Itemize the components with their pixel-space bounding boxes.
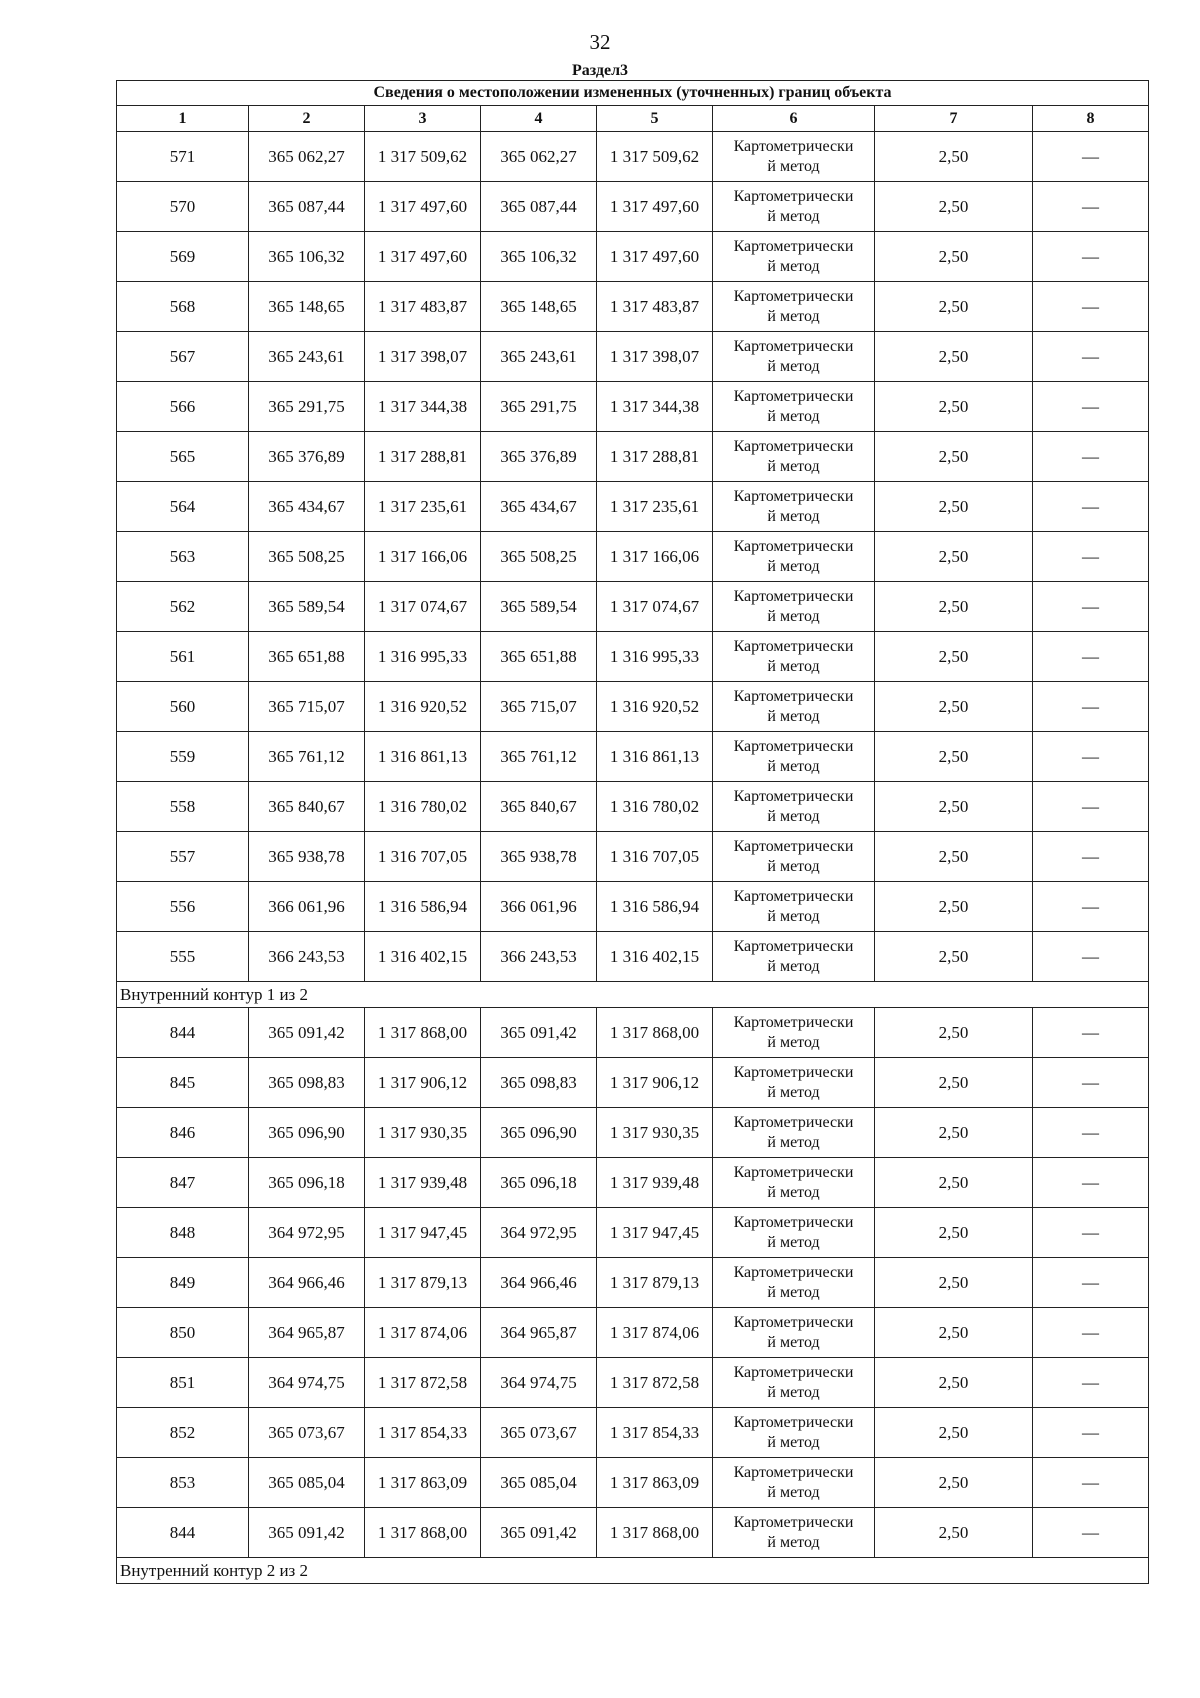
y-old-cell: 1 317 497,60 — [365, 182, 481, 232]
x-old-cell: 365 508,25 — [249, 532, 365, 582]
accuracy-cell: 2,50 — [875, 382, 1033, 432]
method-cell: Картометрически й метод — [713, 532, 875, 582]
x-new-cell: 365 098,83 — [481, 1058, 597, 1108]
x-new-cell: 365 085,04 — [481, 1458, 597, 1508]
x-new-cell: 365 434,67 — [481, 482, 597, 532]
accuracy-cell: 2,50 — [875, 1008, 1033, 1058]
x-new-cell: 365 589,54 — [481, 582, 597, 632]
table-row — [117, 682, 1149, 732]
point-number-cell: 845 — [117, 1058, 249, 1108]
accuracy-cell: 2,50 — [875, 1358, 1033, 1408]
description-cell: — — [1033, 582, 1149, 632]
accuracy-cell: 2,50 — [875, 632, 1033, 682]
x-new-cell: 365 243,61 — [481, 332, 597, 382]
point-number-cell: 569 — [117, 232, 249, 282]
x-new-cell: 365 376,89 — [481, 432, 597, 482]
boundary-coordinates-table — [116, 80, 1149, 1584]
accuracy-cell: 2,50 — [875, 182, 1033, 232]
x-old-cell: 365 376,89 — [249, 432, 365, 482]
description-cell: — — [1033, 332, 1149, 382]
table-row — [117, 932, 1149, 982]
accuracy-cell: 2,50 — [875, 532, 1033, 582]
description-cell: — — [1033, 382, 1149, 432]
method-cell: Картометрически й метод — [713, 1008, 875, 1058]
table-row — [117, 1508, 1149, 1558]
y-new-cell: 1 317 906,12 — [597, 1058, 713, 1108]
y-old-cell: 1 317 483,87 — [365, 282, 481, 332]
method-cell: Картометрически й метод — [713, 1358, 875, 1408]
method-cell: Картометрически й метод — [713, 1258, 875, 1308]
description-cell: — — [1033, 1058, 1149, 1108]
description-cell: — — [1033, 182, 1149, 232]
table-row — [117, 882, 1149, 932]
method-cell: Картометрически й метод — [713, 432, 875, 482]
method-cell: Картометрически й метод — [713, 1508, 875, 1558]
table-row — [117, 1258, 1149, 1308]
table-row — [117, 1308, 1149, 1358]
x-new-cell: 365 073,67 — [481, 1408, 597, 1458]
x-old-cell: 365 062,27 — [249, 132, 365, 182]
table-row — [117, 182, 1149, 232]
method-cell: Картометрически й метод — [713, 1158, 875, 1208]
y-old-cell: 1 317 509,62 — [365, 132, 481, 182]
table-row — [117, 282, 1149, 332]
table-row — [117, 632, 1149, 682]
accuracy-cell: 2,50 — [875, 232, 1033, 282]
method-cell: Картометрически й метод — [713, 1058, 875, 1108]
method-cell: Картометрически й метод — [713, 682, 875, 732]
contour-label-row — [117, 1558, 1149, 1584]
x-old-cell: 365 096,90 — [249, 1108, 365, 1158]
x-new-cell: 365 291,75 — [481, 382, 597, 432]
y-old-cell: 1 317 906,12 — [365, 1058, 481, 1108]
point-number-cell: 564 — [117, 482, 249, 532]
accuracy-cell: 2,50 — [875, 1508, 1033, 1558]
x-new-cell: 365 651,88 — [481, 632, 597, 682]
table-row — [117, 382, 1149, 432]
section-title: Раздел3 — [571, 62, 629, 79]
y-new-cell: 1 316 707,05 — [597, 832, 713, 882]
y-old-cell: 1 317 939,48 — [365, 1158, 481, 1208]
y-old-cell: 1 317 166,06 — [365, 532, 481, 582]
y-old-cell: 1 317 398,07 — [365, 332, 481, 382]
x-old-cell: 365 087,44 — [249, 182, 365, 232]
y-new-cell: 1 316 861,13 — [597, 732, 713, 782]
x-old-cell: 365 291,75 — [249, 382, 365, 432]
x-old-cell: 365 651,88 — [249, 632, 365, 682]
table-row — [117, 582, 1149, 632]
table-row — [117, 732, 1149, 782]
y-new-cell: 1 317 497,60 — [597, 182, 713, 232]
x-old-cell: 365 840,67 — [249, 782, 365, 832]
method-cell: Картометрически й метод — [713, 1108, 875, 1158]
x-old-cell: 365 148,65 — [249, 282, 365, 332]
x-old-cell: 365 715,07 — [249, 682, 365, 732]
accuracy-cell: 2,50 — [875, 782, 1033, 832]
point-number-cell: 848 — [117, 1208, 249, 1258]
table-row — [117, 832, 1149, 882]
x-old-cell: 365 098,83 — [249, 1058, 365, 1108]
point-number-cell: 555 — [117, 932, 249, 982]
x-new-cell: 365 715,07 — [481, 682, 597, 732]
description-cell: — — [1033, 832, 1149, 882]
point-number-cell: 851 — [117, 1358, 249, 1408]
y-old-cell: 1 317 874,06 — [365, 1308, 481, 1358]
x-new-cell: 365 106,32 — [481, 232, 597, 282]
point-number-cell: 849 — [117, 1258, 249, 1308]
y-new-cell: 1 316 995,33 — [597, 632, 713, 682]
y-old-cell: 1 317 930,35 — [365, 1108, 481, 1158]
x-old-cell: 365 589,54 — [249, 582, 365, 632]
table-row — [117, 132, 1149, 182]
x-old-cell: 365 243,61 — [249, 332, 365, 382]
y-new-cell: 1 317 483,87 — [597, 282, 713, 332]
y-old-cell: 1 316 402,15 — [365, 932, 481, 982]
x-new-cell: 366 243,53 — [481, 932, 597, 982]
accuracy-cell: 2,50 — [875, 332, 1033, 382]
accuracy-cell: 2,50 — [875, 1058, 1033, 1108]
y-new-cell: 1 317 497,60 — [597, 232, 713, 282]
table-row — [117, 532, 1149, 582]
description-cell: — — [1033, 282, 1149, 332]
x-new-cell: 365 938,78 — [481, 832, 597, 882]
accuracy-cell: 2,50 — [875, 1408, 1033, 1458]
table-row — [117, 1058, 1149, 1108]
point-number-cell: 556 — [117, 882, 249, 932]
description-cell: — — [1033, 782, 1149, 832]
x-new-cell: 365 096,90 — [481, 1108, 597, 1158]
table-row — [117, 1408, 1149, 1458]
method-cell: Картометрически й метод — [713, 132, 875, 182]
table-caption: Сведения о местоположении измененных (уточненных) границ объекта — [117, 81, 1149, 106]
point-number-cell: 850 — [117, 1308, 249, 1358]
y-old-cell: 1 316 861,13 — [365, 732, 481, 782]
y-old-cell: 1 317 879,13 — [365, 1258, 481, 1308]
x-old-cell: 365 073,67 — [249, 1408, 365, 1458]
description-cell: — — [1033, 1158, 1149, 1208]
x-old-cell: 365 761,12 — [249, 732, 365, 782]
x-new-cell: 365 091,42 — [481, 1508, 597, 1558]
x-old-cell: 364 972,95 — [249, 1208, 365, 1258]
description-cell: — — [1033, 1008, 1149, 1058]
x-old-cell: 364 966,46 — [249, 1258, 365, 1308]
y-new-cell: 1 316 402,15 — [597, 932, 713, 982]
method-cell: Картометрически й метод — [713, 832, 875, 882]
y-old-cell: 1 316 586,94 — [365, 882, 481, 932]
x-new-cell: 366 061,96 — [481, 882, 597, 932]
y-new-cell: 1 316 780,02 — [597, 782, 713, 832]
y-new-cell: 1 317 074,67 — [597, 582, 713, 632]
y-old-cell: 1 317 863,09 — [365, 1458, 481, 1508]
accuracy-cell: 2,50 — [875, 1108, 1033, 1158]
description-cell: — — [1033, 632, 1149, 682]
method-cell: Картометрически й метод — [713, 1208, 875, 1258]
point-number-cell: 844 — [117, 1508, 249, 1558]
y-new-cell: 1 317 874,06 — [597, 1308, 713, 1358]
description-cell: — — [1033, 1208, 1149, 1258]
method-cell: Картометрически й метод — [713, 1408, 875, 1458]
point-number-cell: 559 — [117, 732, 249, 782]
y-old-cell: 1 317 288,81 — [365, 432, 481, 482]
x-new-cell: 365 062,27 — [481, 132, 597, 182]
y-old-cell: 1 317 947,45 — [365, 1208, 481, 1258]
table-row — [117, 1158, 1149, 1208]
x-new-cell: 365 087,44 — [481, 182, 597, 232]
description-cell: — — [1033, 482, 1149, 532]
x-new-cell: 365 148,65 — [481, 282, 597, 332]
x-old-cell: 365 091,42 — [249, 1008, 365, 1058]
y-old-cell: 1 316 995,33 — [365, 632, 481, 682]
y-old-cell: 1 316 920,52 — [365, 682, 481, 732]
table-row — [117, 1358, 1149, 1408]
method-cell: Картометрически й метод — [713, 632, 875, 682]
point-number-cell: 563 — [117, 532, 249, 582]
point-number-cell: 562 — [117, 582, 249, 632]
method-cell: Картометрически й метод — [713, 732, 875, 782]
x-old-cell: 365 938,78 — [249, 832, 365, 882]
table-row — [117, 482, 1149, 532]
accuracy-cell: 2,50 — [875, 132, 1033, 182]
column-number: 3 — [365, 106, 481, 132]
x-new-cell: 365 840,67 — [481, 782, 597, 832]
column-number: 8 — [1033, 106, 1149, 132]
x-old-cell: 366 243,53 — [249, 932, 365, 982]
x-old-cell: 365 434,67 — [249, 482, 365, 532]
x-new-cell: 365 096,18 — [481, 1158, 597, 1208]
table-row — [117, 782, 1149, 832]
y-new-cell: 1 317 930,35 — [597, 1108, 713, 1158]
x-old-cell: 366 061,96 — [249, 882, 365, 932]
contour-label-row — [117, 982, 1149, 1008]
column-number: 4 — [481, 106, 597, 132]
column-number: 7 — [875, 106, 1033, 132]
description-cell: — — [1033, 432, 1149, 482]
accuracy-cell: 2,50 — [875, 582, 1033, 632]
accuracy-cell: 2,50 — [875, 1158, 1033, 1208]
method-cell: Картометрически й метод — [713, 382, 875, 432]
description-cell: — — [1033, 1108, 1149, 1158]
y-new-cell: 1 317 854,33 — [597, 1408, 713, 1458]
description-cell: — — [1033, 932, 1149, 982]
point-number-cell: 852 — [117, 1408, 249, 1458]
y-old-cell: 1 317 872,58 — [365, 1358, 481, 1408]
table-caption-row — [117, 81, 1149, 106]
point-number-cell: 560 — [117, 682, 249, 732]
x-old-cell: 365 091,42 — [249, 1508, 365, 1558]
column-number-row — [117, 106, 1149, 132]
method-cell: Картометрически й метод — [713, 1458, 875, 1508]
method-cell: Картометрически й метод — [713, 782, 875, 832]
point-number-cell: 567 — [117, 332, 249, 382]
y-old-cell: 1 317 854,33 — [365, 1408, 481, 1458]
point-number-cell: 558 — [117, 782, 249, 832]
y-old-cell: 1 316 780,02 — [365, 782, 481, 832]
x-new-cell: 364 972,95 — [481, 1208, 597, 1258]
accuracy-cell: 2,50 — [875, 282, 1033, 332]
method-cell: Картометрически й метод — [713, 882, 875, 932]
x-new-cell: 365 508,25 — [481, 532, 597, 582]
y-new-cell: 1 317 947,45 — [597, 1208, 713, 1258]
table-row — [117, 1208, 1149, 1258]
point-number-cell: 844 — [117, 1008, 249, 1058]
y-old-cell: 1 316 707,05 — [365, 832, 481, 882]
point-number-cell: 571 — [117, 132, 249, 182]
accuracy-cell: 2,50 — [875, 1208, 1033, 1258]
x-new-cell: 365 091,42 — [481, 1008, 597, 1058]
method-cell: Картометрически й метод — [713, 232, 875, 282]
y-new-cell: 1 316 920,52 — [597, 682, 713, 732]
method-cell: Картометрически й метод — [713, 582, 875, 632]
description-cell: — — [1033, 882, 1149, 932]
table-row — [117, 1458, 1149, 1508]
accuracy-cell: 2,50 — [875, 682, 1033, 732]
description-cell: — — [1033, 1308, 1149, 1358]
table-row — [117, 332, 1149, 382]
accuracy-cell: 2,50 — [875, 732, 1033, 782]
point-number-cell: 853 — [117, 1458, 249, 1508]
description-cell: — — [1033, 1258, 1149, 1308]
x-old-cell: 364 965,87 — [249, 1308, 365, 1358]
x-old-cell: 365 106,32 — [249, 232, 365, 282]
y-old-cell: 1 317 235,61 — [365, 482, 481, 532]
y-new-cell: 1 317 868,00 — [597, 1508, 713, 1558]
x-old-cell: 365 085,04 — [249, 1458, 365, 1508]
point-number-cell: 566 — [117, 382, 249, 432]
y-new-cell: 1 317 879,13 — [597, 1258, 713, 1308]
description-cell: — — [1033, 732, 1149, 782]
accuracy-cell: 2,50 — [875, 1308, 1033, 1358]
y-new-cell: 1 317 863,09 — [597, 1458, 713, 1508]
description-cell: — — [1033, 1508, 1149, 1558]
method-cell: Картометрически й метод — [713, 282, 875, 332]
point-number-cell: 561 — [117, 632, 249, 682]
y-old-cell: 1 317 074,67 — [365, 582, 481, 632]
table-row — [117, 1108, 1149, 1158]
x-new-cell: 364 966,46 — [481, 1258, 597, 1308]
contour-label: Внутренний контур 1 из 2 — [117, 982, 1149, 1008]
y-new-cell: 1 317 288,81 — [597, 432, 713, 482]
accuracy-cell: 2,50 — [875, 932, 1033, 982]
point-number-cell: 568 — [117, 282, 249, 332]
y-new-cell: 1 317 166,06 — [597, 532, 713, 582]
accuracy-cell: 2,50 — [875, 1458, 1033, 1508]
y-new-cell: 1 317 509,62 — [597, 132, 713, 182]
accuracy-cell: 2,50 — [875, 1258, 1033, 1308]
table-row — [117, 1008, 1149, 1058]
description-cell: — — [1033, 682, 1149, 732]
point-number-cell: 846 — [117, 1108, 249, 1158]
x-new-cell: 365 761,12 — [481, 732, 597, 782]
y-old-cell: 1 317 868,00 — [365, 1008, 481, 1058]
point-number-cell: 557 — [117, 832, 249, 882]
y-old-cell: 1 317 497,60 — [365, 232, 481, 282]
method-cell: Картометрически й метод — [713, 332, 875, 382]
y-new-cell: 1 317 868,00 — [597, 1008, 713, 1058]
accuracy-cell: 2,50 — [875, 832, 1033, 882]
page-number: 32 — [589, 30, 611, 54]
y-old-cell: 1 317 344,38 — [365, 382, 481, 432]
method-cell: Картометрически й метод — [713, 482, 875, 532]
method-cell: Картометрически й метод — [713, 932, 875, 982]
point-number-cell: 565 — [117, 432, 249, 482]
table-row — [117, 232, 1149, 282]
x-new-cell: 364 965,87 — [481, 1308, 597, 1358]
description-cell: — — [1033, 532, 1149, 582]
description-cell: — — [1033, 1458, 1149, 1508]
column-number: 2 — [249, 106, 365, 132]
x-old-cell: 364 974,75 — [249, 1358, 365, 1408]
description-cell: — — [1033, 232, 1149, 282]
y-old-cell: 1 317 868,00 — [365, 1508, 481, 1558]
table-body — [117, 81, 1149, 1584]
accuracy-cell: 2,50 — [875, 482, 1033, 532]
description-cell: — — [1033, 132, 1149, 182]
method-cell: Картометрически й метод — [713, 1308, 875, 1358]
x-new-cell: 364 974,75 — [481, 1358, 597, 1408]
y-new-cell: 1 316 586,94 — [597, 882, 713, 932]
accuracy-cell: 2,50 — [875, 432, 1033, 482]
y-new-cell: 1 317 939,48 — [597, 1158, 713, 1208]
description-cell: — — [1033, 1408, 1149, 1458]
y-new-cell: 1 317 398,07 — [597, 332, 713, 382]
y-new-cell: 1 317 235,61 — [597, 482, 713, 532]
table-row — [117, 432, 1149, 482]
contour-label: Внутренний контур 2 из 2 — [117, 1558, 1149, 1584]
x-old-cell: 365 096,18 — [249, 1158, 365, 1208]
column-number: 5 — [597, 106, 713, 132]
column-number: 1 — [117, 106, 249, 132]
point-number-cell: 847 — [117, 1158, 249, 1208]
point-number-cell: 570 — [117, 182, 249, 232]
y-new-cell: 1 317 344,38 — [597, 382, 713, 432]
description-cell: — — [1033, 1358, 1149, 1408]
accuracy-cell: 2,50 — [875, 882, 1033, 932]
column-number: 6 — [713, 106, 875, 132]
method-cell: Картометрически й метод — [713, 182, 875, 232]
y-new-cell: 1 317 872,58 — [597, 1358, 713, 1408]
